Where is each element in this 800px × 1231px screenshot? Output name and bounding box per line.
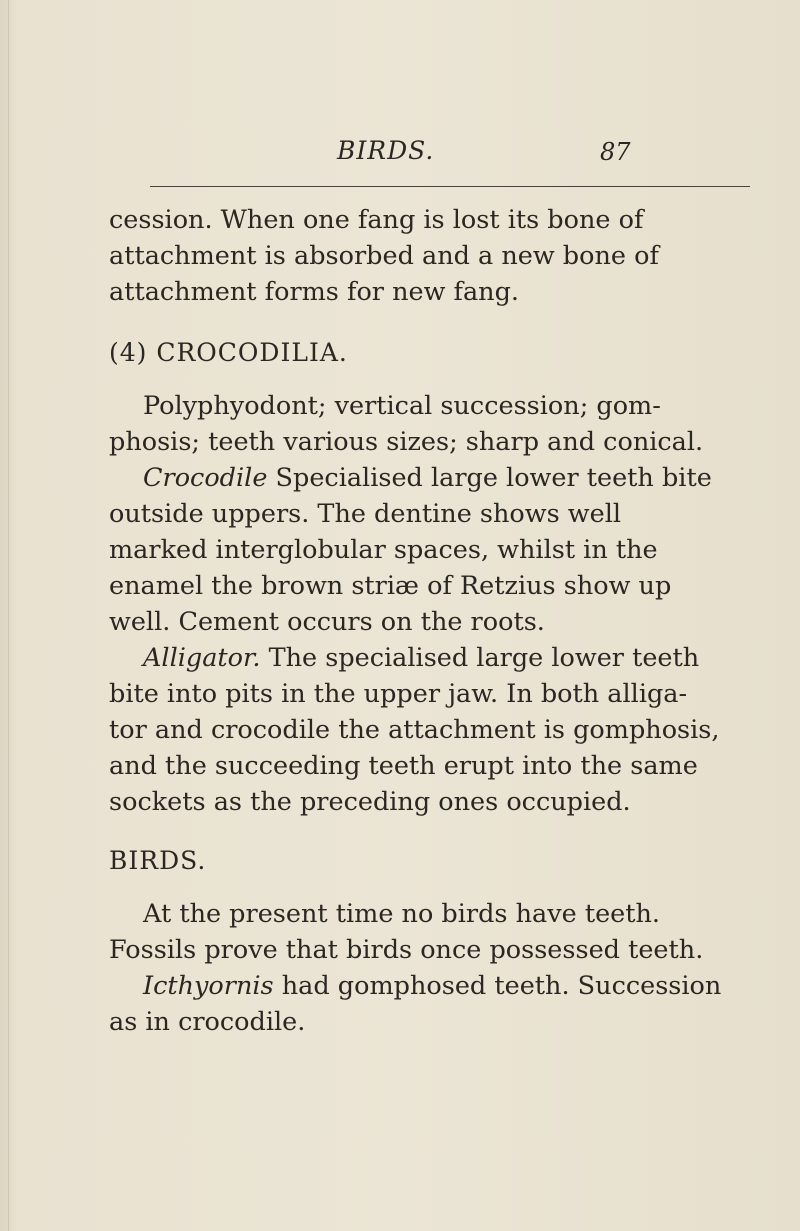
text-line: tor and crocodile the attachment is gomphosis, [109, 715, 720, 745]
text-line: cession. When one fang is lost its bone of [109, 205, 644, 235]
text-line: marked interglobular spaces, whilst in the [109, 535, 658, 565]
text-line: phosis; teeth various sizes; sharp and conical. [109, 427, 704, 457]
text-run: had gomphosed teeth. Succession [273, 971, 722, 1001]
crocodile-label: Crocodile [143, 463, 268, 493]
page-number: 87 [600, 138, 631, 166]
text-line: enamel the brown striæ of Retzius show up [109, 571, 672, 601]
text-line: Polyphyodont; vertical succession; gom- [143, 391, 661, 421]
text-run: The specialised large lower teeth [260, 643, 700, 673]
text-run: Specialised large lower teeth bite [267, 463, 712, 493]
text-line: attachment forms for new fang. [109, 277, 520, 307]
alligator-label: Alligator. [143, 643, 261, 673]
text-line: and the succeeding teeth erupt into the same [109, 751, 698, 781]
crocodile-line [143, 463, 712, 493]
icthyornis-line [143, 971, 722, 1001]
running-title: BIRDS. [337, 136, 435, 165]
text-line: At the present time no birds have teeth. [143, 899, 661, 929]
page-gutter-edge [8, 0, 9, 1231]
text-line: bite into pits in the upper jaw. In both alliga- [109, 679, 688, 709]
alligator-line [143, 643, 700, 673]
section-heading-crocodilia: (4) CROCODILIA. [109, 338, 348, 367]
header-rule [150, 186, 750, 187]
text-line: outside uppers. The dentine shows well [109, 499, 622, 529]
icthyornis-label: Icthyornis [143, 971, 274, 1001]
section-heading-birds: BIRDS. [109, 846, 207, 875]
text-line: sockets as the preceding ones occupied. [109, 787, 631, 817]
text-line: well. Cement occurs on the roots. [109, 607, 545, 637]
text-line: attachment is absorbed and a new bone of [109, 241, 659, 271]
text-line: as in crocodile. [109, 1007, 306, 1037]
text-line: Fossils prove that birds once possessed teeth. [109, 935, 704, 965]
